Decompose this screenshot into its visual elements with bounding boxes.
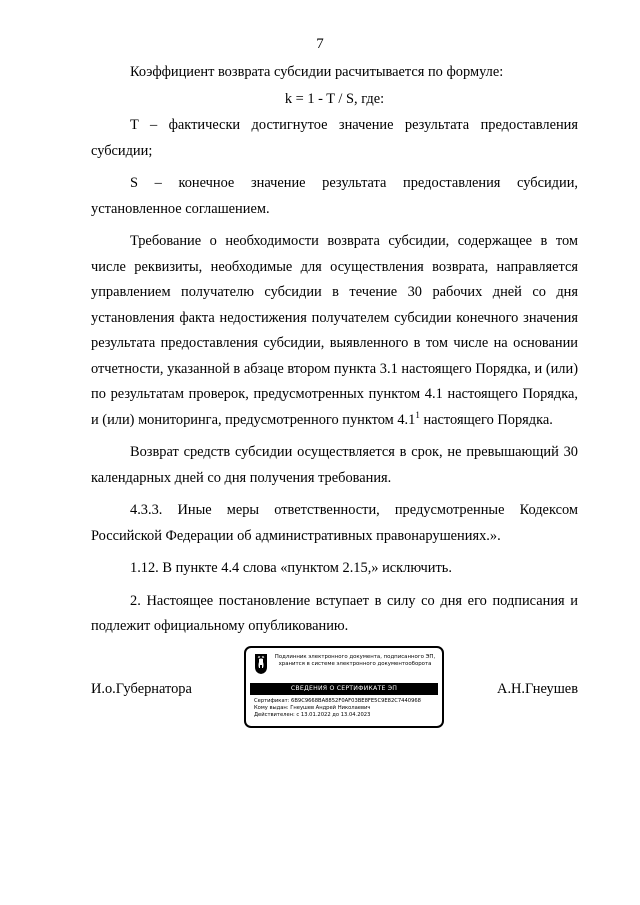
formula: k = 1 - T / S, где: (284, 90, 385, 107)
document-body (91, 60, 578, 640)
certificate-validity: Действителен: с 13.01.2022 до 13.04.2023 (254, 712, 371, 718)
paragraph-s-definition: S – конечное значение результата предоставления субсидии, установленное соглашением. (91, 175, 578, 217)
paragraph-433: 4.3.3. Иные меры ответственности, предусмотренные Кодексом Российской Федерации об административных правонарушениях.». (91, 502, 578, 544)
deer-emblem-icon (254, 653, 268, 675)
page-number: 7 (316, 36, 324, 52)
superscript: 1 (415, 409, 420, 420)
paragraph-t-definition: T – фактически достигнутое значение результата предоставления субсидии; (91, 117, 578, 159)
paragraph-effective: 2. Настоящее постановление вступает в силу со дня его подписания и подлежит официальному опубликованию. (91, 592, 578, 634)
paragraph-112: 1.12. В пункте 4.4 слова «пунктом 2.15,» исключить. (130, 560, 452, 576)
paragraph-refund-term: Возврат средств субсидии осуществляется в срок, не превышающий 30 календарных дней со дня получения требования. (91, 444, 578, 486)
stamp-header (254, 653, 438, 681)
electronic-signature-stamp (244, 646, 444, 728)
paragraph-refund-requirement (91, 229, 578, 433)
paragraph-refund-requirement-end: настоящего Порядка. (419, 411, 553, 428)
certificate-details (254, 698, 438, 719)
signatory-title: И.о.Губернатора (91, 681, 192, 697)
stamp-note-line-1: Подлинник электронного документа, подписанного ЭП, (274, 654, 436, 660)
certificate-owner: Кому выдан: Гнеушев Андрей Николаевич (254, 705, 371, 711)
paragraph-formula-intro: Коэффициент возврата субсидии расчитывается по формуле: (130, 64, 504, 80)
certificate-number: Сертификат: 6B9C9668BA8852F0AF03BE8FE5C9E82C7440968 (254, 698, 421, 704)
stamp-note (272, 654, 438, 667)
signatory-name: А.Н.Гнеушев (497, 681, 578, 697)
certificate-info-bar: СВЕДЕНИЯ О СЕРТИФИКАТЕ ЭП (250, 683, 438, 695)
paragraph-refund-requirement-text: Требование о необходимости возврата субсидии, содержащее в том числе реквизиты, необходимые для осуществления возврата, направляется управлением получателю субсидии в течение 30 рабочих дней со дня установления факта недостижения получателем субсидии конечного значения результата предоставления субсидии, выявленного в том числе на основании отчетности, указанной в абзаце втором пункта 3.1 настоящего Порядка, и (или) по результатам проверок, предусмотренных пунктом 4.1 настоящего Порядка, и (или) мониторинга, предусмотренного пунктом 4.1 (91, 233, 578, 428)
stamp-note-line-2: хранится в системе электронного документооборота (278, 660, 432, 667)
